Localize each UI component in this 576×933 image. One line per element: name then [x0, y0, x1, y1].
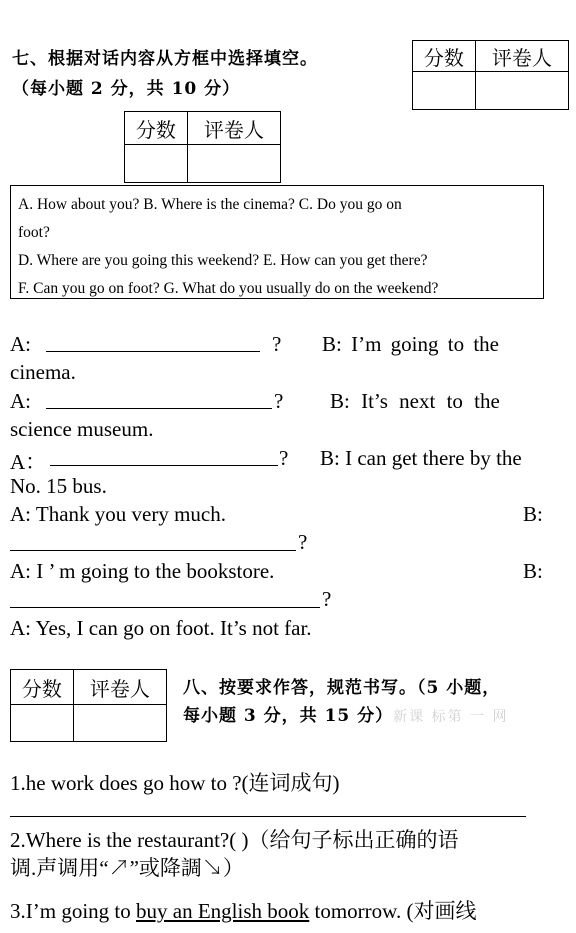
grader-cell[interactable]: [187, 145, 280, 183]
dialogue-q1: ?: [272, 332, 282, 356]
options-box: [10, 185, 544, 299]
options-line-1: A. How about you? B. Where is the cinema? C. Do you go on: [18, 196, 402, 213]
section7-subtitle: （每小题 2 分，共 10 分）: [12, 79, 241, 99]
answer-blank-5[interactable]: [10, 589, 320, 608]
watermark-text: 新课 标第 一 网: [393, 709, 509, 725]
answer-line-q1[interactable]: [10, 816, 526, 817]
grader-cell[interactable]: [73, 705, 166, 742]
dialogue-b4: B:: [523, 502, 543, 526]
grader-label: 评卷人: [187, 112, 280, 145]
score-cell[interactable]: [125, 145, 188, 183]
dialogue-a2: A:: [10, 389, 31, 413]
dialogue-a4: A: Thank you very much.: [10, 502, 226, 526]
dialogue-b2: B: It’s next to the: [330, 389, 500, 413]
question-3-post: tomorrow. (对画线: [309, 899, 477, 923]
dialogue-a1: A:: [10, 332, 31, 356]
question-1: 1.he work does go how to ?(连词成句): [10, 771, 340, 795]
score-table-section8: [10, 669, 167, 742]
score-label: 分数: [125, 112, 188, 145]
section8-subtitle-row: [183, 701, 509, 726]
question-3: [10, 895, 476, 925]
dialogue-b3: B: I can get there by the: [320, 446, 522, 470]
dialogue-b5: B:: [523, 559, 543, 583]
section8-title: 八、按要求作答，规范书写。（5 小题，: [183, 678, 501, 698]
options-line-2: foot?: [18, 224, 50, 241]
score-table-top-right: [412, 40, 569, 110]
answer-blank-3[interactable]: [50, 447, 278, 466]
section8-subtitle: 每小题 3 分，共 15 分）: [183, 706, 394, 726]
score-cell[interactable]: [11, 705, 74, 742]
grader-cell[interactable]: [475, 72, 568, 110]
question-3-underlined: buy an English book: [136, 899, 310, 923]
question-2: 2.Where is the restaurant?( )（给句子标出正确的语: [10, 828, 459, 852]
dialogue-a3: A：: [10, 450, 47, 474]
dialogue-a6: A: Yes, I can go on foot. It’s not far.: [10, 616, 312, 640]
score-table-section7: [124, 111, 281, 183]
grader-label: 评卷人: [73, 670, 166, 705]
dialogue-a5: A: I ’ m going to the bookstore.: [10, 559, 275, 583]
options-line-3: D. Where are you going this weekend? E. How can you get there?: [18, 252, 428, 269]
options-line-4: F. Can you go on foot? G. What do you usually do on the weekend?: [18, 280, 439, 297]
dialogue-b1: B: I’m going to the: [322, 332, 499, 356]
dialogue-q3: ?: [279, 446, 289, 470]
dialogue-cont1: cinema.: [10, 360, 76, 384]
answer-blank-2[interactable]: [46, 390, 272, 409]
dialogue-q5: ?: [322, 587, 332, 611]
dialogue-q2: ?: [274, 389, 284, 413]
question-3-pre: 3.I’m going to: [10, 899, 136, 923]
answer-blank-1[interactable]: [46, 333, 260, 352]
answer-blank-4[interactable]: [10, 532, 296, 551]
score-label: 分数: [413, 41, 476, 72]
dialogue-cont3: No. 15 bus.: [10, 474, 107, 498]
score-label: 分数: [11, 670, 74, 705]
question-2-cont: 调.声调用“↗”或降調↘）: [10, 856, 244, 880]
dialogue-q4: ?: [298, 530, 308, 554]
dialogue-cont2: science museum.: [10, 417, 154, 441]
score-cell[interactable]: [413, 72, 476, 110]
section7-title: 七、根据对话内容从方框中选择填空。: [12, 49, 318, 69]
grader-label: 评卷人: [475, 41, 568, 72]
